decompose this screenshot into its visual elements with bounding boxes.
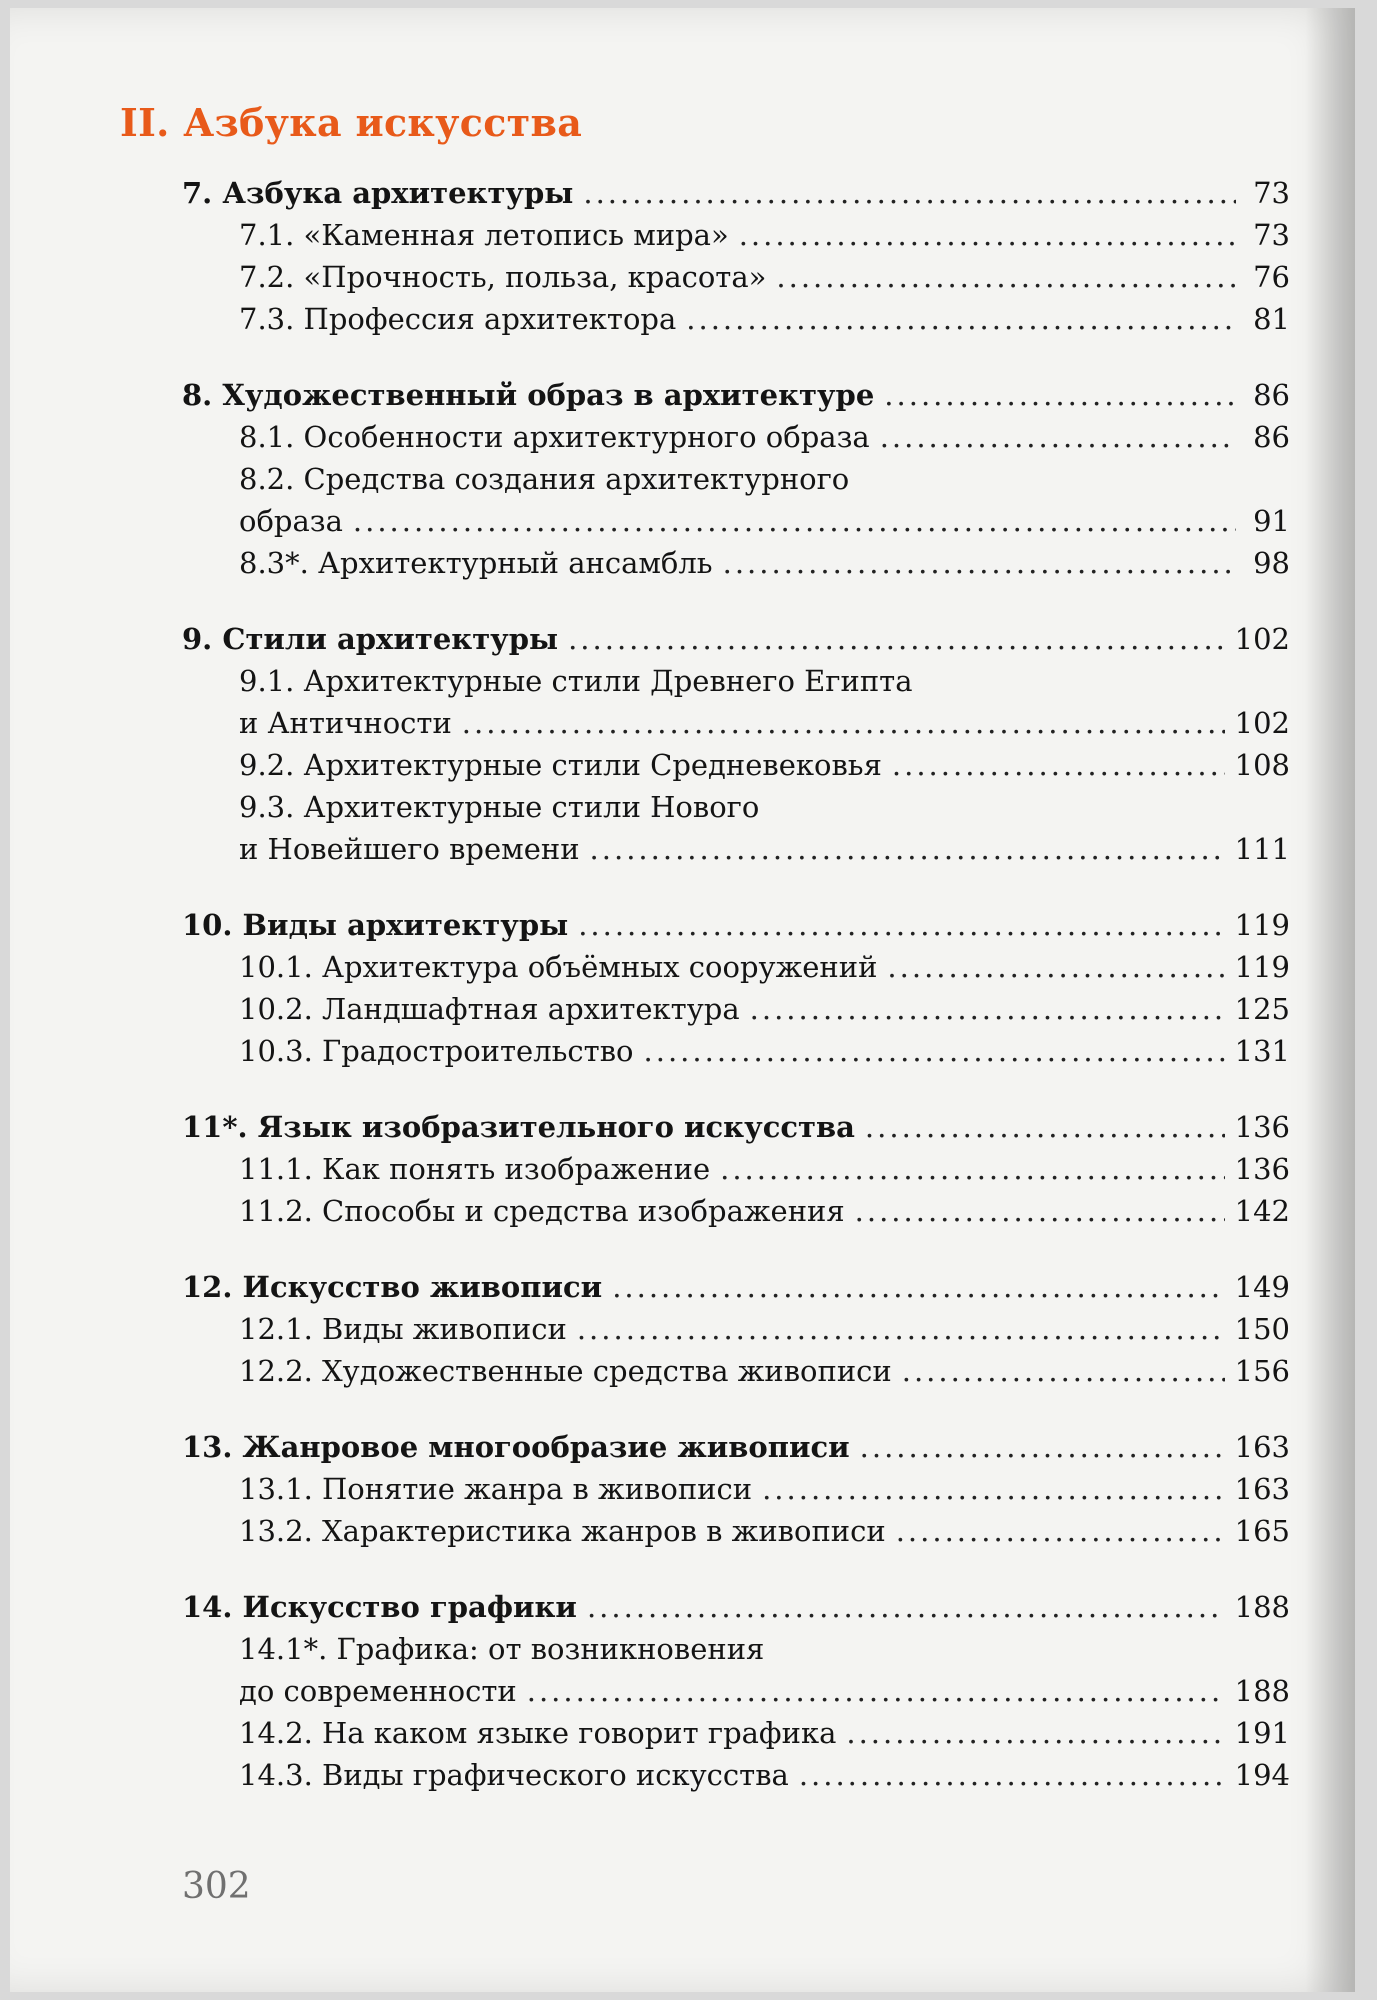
toc-subsection-continuation[interactable] bbox=[182, 1674, 1290, 1716]
toc-subsection-title: 7.1. «Каменная летопись мира» bbox=[239, 218, 729, 252]
toc-chapter-page: 102 bbox=[1234, 622, 1290, 656]
toc-subsection[interactable] bbox=[182, 748, 1290, 790]
leader-dots bbox=[644, 1034, 1225, 1068]
leader-dots bbox=[884, 378, 1236, 412]
toc-subsection-continuation[interactable] bbox=[182, 706, 1290, 748]
toc-chapter[interactable] bbox=[182, 378, 1290, 420]
section-title: II. Азбука искусства bbox=[120, 100, 583, 145]
toc-subsection-page: 150 bbox=[1234, 1312, 1290, 1346]
leader-dots bbox=[902, 1354, 1225, 1388]
toc-subsection-continuation-title: и Новейшего времени bbox=[239, 832, 580, 866]
toc-subsection-continuation[interactable] bbox=[182, 832, 1290, 874]
toc-subsection-page: 73 bbox=[1253, 218, 1290, 252]
toc-subsection-title: 14.2. На каком языке говорит графика bbox=[239, 1716, 837, 1750]
leader-dots bbox=[720, 1152, 1225, 1186]
leader-dots bbox=[776, 260, 1236, 294]
toc-chapter-title: 7. Азбука архитектуры bbox=[182, 176, 574, 210]
toc-subsection[interactable] bbox=[182, 790, 1290, 832]
toc-chapter-page: 136 bbox=[1234, 1110, 1290, 1144]
toc-subsection-page: 136 bbox=[1234, 1152, 1290, 1186]
toc-subsection[interactable] bbox=[182, 1194, 1290, 1236]
toc-subsection-page: 163 bbox=[1234, 1472, 1290, 1506]
toc-chapter-page: 188 bbox=[1234, 1590, 1290, 1624]
toc-chapter-group bbox=[182, 1270, 1290, 1396]
toc-subsection[interactable] bbox=[182, 1034, 1290, 1076]
toc-subsection-title: 14.1*. Графика: от возникновения bbox=[239, 1632, 765, 1666]
toc-subsection-page: 194 bbox=[1234, 1758, 1290, 1792]
toc-subsection-title: 10.1. Архитектура объёмных сооружений bbox=[239, 950, 878, 984]
toc-subsection-page: 125 bbox=[1234, 992, 1290, 1026]
toc-subsection[interactable] bbox=[182, 462, 1290, 504]
toc-chapter-page: 86 bbox=[1253, 378, 1290, 412]
leader-dots bbox=[686, 302, 1236, 336]
toc-subsection-continuation-page: 111 bbox=[1234, 832, 1290, 866]
leader-dots bbox=[739, 218, 1236, 252]
toc-subsection[interactable] bbox=[182, 950, 1290, 992]
toc-subsection[interactable] bbox=[182, 1472, 1290, 1514]
toc-subsection[interactable] bbox=[182, 1312, 1290, 1354]
toc-subsection[interactable] bbox=[182, 1514, 1290, 1556]
toc-chapter-group bbox=[182, 378, 1290, 588]
toc-chapter-title: 14. Искусство графики bbox=[182, 1590, 577, 1624]
leader-dots bbox=[865, 1110, 1225, 1144]
leader-dots bbox=[578, 908, 1224, 942]
toc-chapter-page: 163 bbox=[1234, 1430, 1290, 1464]
toc-subsection[interactable] bbox=[182, 1354, 1290, 1396]
toc-subsection-page: 119 bbox=[1234, 950, 1290, 984]
toc-chapter-title: 9. Стили архитектуры bbox=[182, 622, 559, 656]
toc-chapter-group bbox=[182, 1110, 1290, 1236]
toc-chapter-page: 149 bbox=[1234, 1270, 1290, 1304]
toc-chapter-title: 13. Жанровое многообразие живописи bbox=[182, 1430, 850, 1464]
toc-chapter[interactable] bbox=[182, 622, 1290, 664]
book-page bbox=[10, 8, 1355, 1992]
toc-chapter[interactable] bbox=[182, 1430, 1290, 1472]
toc-subsection-title: 9.1. Архитектурные стили Древнего Египта bbox=[239, 664, 913, 698]
toc-subsection[interactable] bbox=[182, 1758, 1290, 1800]
toc-subsection-page: 76 bbox=[1253, 260, 1290, 294]
leader-dots bbox=[750, 992, 1225, 1026]
leader-dots bbox=[799, 1758, 1225, 1792]
leader-dots bbox=[880, 420, 1236, 454]
toc-subsection-title: 7.3. Профессия архитектора bbox=[239, 302, 677, 336]
toc-subsection-page: 86 bbox=[1253, 420, 1290, 454]
table-of-contents bbox=[182, 176, 1290, 1834]
toc-subsection-title: 8.2. Средства создания архитектурного bbox=[239, 462, 850, 496]
leader-dots bbox=[587, 1590, 1225, 1624]
toc-chapter[interactable] bbox=[182, 176, 1290, 218]
toc-chapter-page: 119 bbox=[1234, 908, 1290, 942]
toc-subsection-title: 9.3. Архитектурные стили Нового bbox=[239, 790, 760, 824]
leader-dots bbox=[723, 546, 1236, 580]
toc-subsection-title: 8.1. Особенности архитектурного образа bbox=[239, 420, 870, 454]
toc-subsection-title: 10.2. Ландшафтная архитектура bbox=[239, 992, 740, 1026]
toc-subsection[interactable] bbox=[182, 1716, 1290, 1758]
toc-chapter[interactable] bbox=[182, 1110, 1290, 1152]
toc-subsection-title: 12.1. Виды живописи bbox=[239, 1312, 567, 1346]
toc-chapter-title: 11*. Язык изобразительного искусства bbox=[182, 1110, 855, 1144]
leader-dots bbox=[855, 1194, 1225, 1228]
toc-subsection[interactable] bbox=[182, 260, 1290, 302]
toc-chapter-group bbox=[182, 908, 1290, 1076]
toc-subsection-continuation-title: и Античности bbox=[239, 706, 452, 740]
toc-subsection-title: 13.1. Понятие жанра в живописи bbox=[239, 1472, 753, 1506]
leader-dots bbox=[887, 950, 1224, 984]
toc-subsection[interactable] bbox=[182, 302, 1290, 344]
toc-subsection-title: 10.3. Градостроительство bbox=[239, 1034, 634, 1068]
leader-dots bbox=[577, 1312, 1225, 1346]
toc-subsection-continuation-title: образа bbox=[239, 504, 343, 538]
toc-subsection-page: 98 bbox=[1253, 546, 1290, 580]
toc-subsection-title: 12.2. Художественные средства живописи bbox=[239, 1354, 892, 1388]
toc-subsection[interactable] bbox=[182, 420, 1290, 462]
toc-subsection-page: 156 bbox=[1234, 1354, 1290, 1388]
toc-subsection-title: 14.3. Виды графического искусства bbox=[239, 1758, 789, 1792]
toc-chapter-title: 12. Искусство живописи bbox=[182, 1270, 603, 1304]
leader-dots bbox=[846, 1716, 1224, 1750]
leader-dots bbox=[462, 706, 1225, 740]
toc-chapter-title: 8. Художественный образ в архитектуре bbox=[182, 378, 875, 412]
toc-subsection-title: 11.2. Способы и средства изображения bbox=[239, 1194, 845, 1228]
toc-subsection-continuation-page: 102 bbox=[1234, 706, 1290, 740]
leader-dots bbox=[896, 1514, 1225, 1548]
toc-subsection[interactable] bbox=[182, 1152, 1290, 1194]
leader-dots bbox=[583, 176, 1236, 210]
toc-subsection[interactable] bbox=[182, 546, 1290, 588]
toc-subsection-title: 11.1. Как понять изображение bbox=[239, 1152, 711, 1186]
toc-chapter-group bbox=[182, 622, 1290, 874]
page-spine-shadow bbox=[1305, 8, 1355, 1992]
leader-dots bbox=[892, 748, 1225, 782]
toc-subsection-page: 142 bbox=[1234, 1194, 1290, 1228]
toc-subsection-page: 108 bbox=[1234, 748, 1290, 782]
leader-dots bbox=[353, 504, 1236, 538]
page-number: 302 bbox=[182, 1866, 251, 1907]
toc-chapter[interactable] bbox=[182, 1590, 1290, 1632]
toc-subsection[interactable] bbox=[182, 1632, 1290, 1674]
toc-subsection-title: 7.2. «Прочность, польза, красота» bbox=[239, 260, 767, 294]
toc-subsection[interactable] bbox=[182, 218, 1290, 260]
leader-dots bbox=[612, 1270, 1224, 1304]
toc-subsection[interactable] bbox=[182, 992, 1290, 1034]
toc-chapter-page: 73 bbox=[1253, 176, 1290, 210]
toc-chapter-group bbox=[182, 1430, 1290, 1556]
toc-chapter-title: 10. Виды архитектуры bbox=[182, 908, 569, 942]
toc-subsection-page: 131 bbox=[1234, 1034, 1290, 1068]
leader-dots bbox=[568, 622, 1225, 656]
toc-subsection[interactable] bbox=[182, 664, 1290, 706]
toc-subsection-page: 165 bbox=[1234, 1514, 1290, 1548]
toc-chapter-group bbox=[182, 176, 1290, 344]
toc-chapter[interactable] bbox=[182, 908, 1290, 950]
toc-subsection-continuation-page: 188 bbox=[1234, 1674, 1290, 1708]
toc-subsection-continuation-page: 91 bbox=[1253, 504, 1290, 538]
toc-subsection-continuation[interactable] bbox=[182, 504, 1290, 546]
toc-subsection-title: 13.2. Характеристика жанров в живописи bbox=[239, 1514, 886, 1548]
toc-subsection-title: 9.2. Архитектурные стили Средневековья bbox=[239, 748, 882, 782]
leader-dots bbox=[860, 1430, 1225, 1464]
toc-subsection-page: 81 bbox=[1253, 302, 1290, 336]
toc-subsection-page: 191 bbox=[1234, 1716, 1290, 1750]
toc-subsection-title: 8.3*. Архитектурный ансамбль bbox=[239, 546, 713, 580]
leader-dots bbox=[527, 1674, 1225, 1708]
toc-chapter[interactable] bbox=[182, 1270, 1290, 1312]
leader-dots bbox=[590, 832, 1225, 866]
toc-subsection-continuation-title: до современности bbox=[239, 1674, 517, 1708]
toc-chapter-group bbox=[182, 1590, 1290, 1800]
leader-dots bbox=[762, 1472, 1225, 1506]
